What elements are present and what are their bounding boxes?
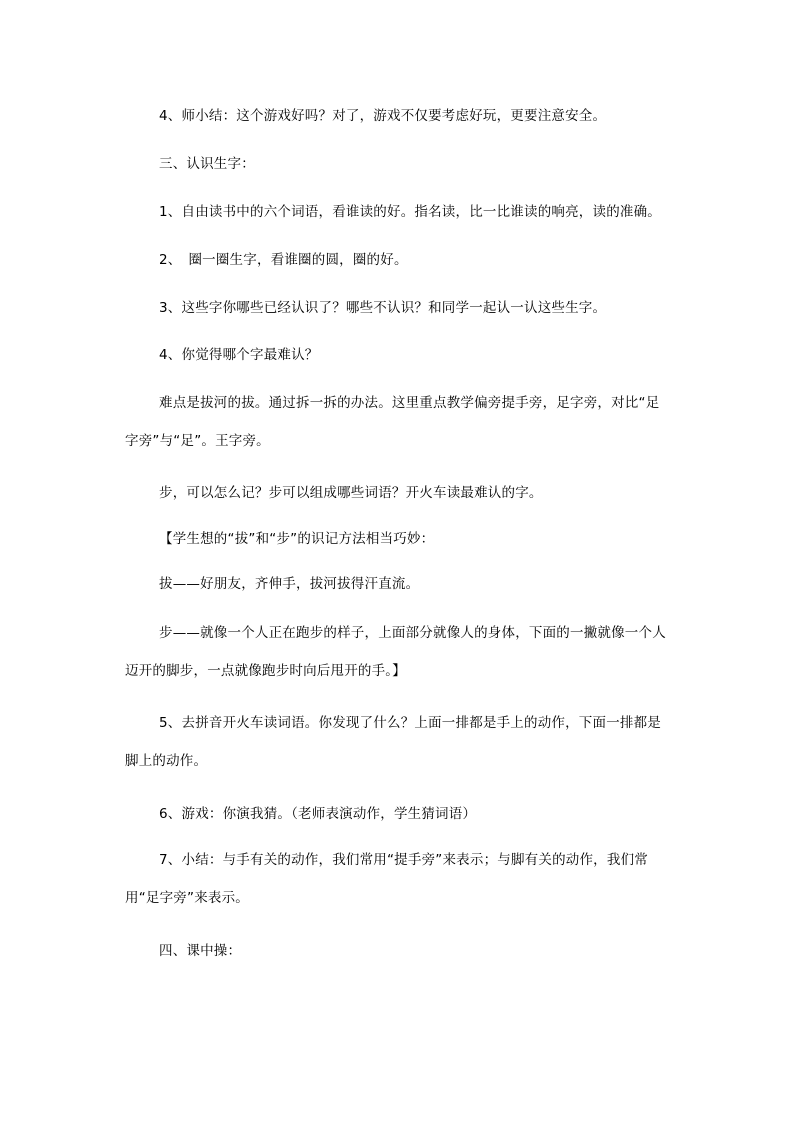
paragraph-bu-memory: 步，可以怎么记？步可以组成哪些词语？开火车读最难认的字。 (159, 485, 543, 501)
section-heading-learn-characters: 三、认识生字： (159, 156, 255, 172)
paragraph-step-2: 2、 圈一圈生字，看谁圈的圆，圈的好。 (159, 252, 408, 268)
paragraph-step-5: 5、去拼音开火车读词语。你发现了什么？上面一排都是手上的动作，下面一排都是脚上的动作。 (125, 715, 661, 769)
paragraph-step-1: 1、自由读书中的六个词语，看谁读的好。指名读，比一比谁读的响亮，读的准确。 (159, 204, 661, 220)
paragraph-step-4: 4、你觉得哪个字最难认？ (159, 347, 319, 363)
paragraph-ba-rhyme: 拔——好朋友，齐伸手，拔河拔得汗直流。 (159, 576, 420, 592)
paragraph-difficulty: 难点是拔河的拔。通过拆一拆的办法。这里重点教学偏旁提手旁，足字旁，对比“足字旁”与“足”。王字旁。 (125, 395, 660, 449)
paragraph-teacher-summary: 4、师小结：这个游戏好吗？对了，游戏不仅要考虑好玩，更要注意安全。 (159, 108, 607, 124)
paragraph-step-6: 6、游戏：你演我猜。（老师表演动作，学生猜词语） (159, 806, 477, 822)
paragraph-bu-explanation: 步——就像一个人正在跑步的样子，上面部分就像人的身体，下面的一撇就像一个人迈开的脚步，一点就像跑步时向后甩开的手。】 (125, 625, 666, 679)
paragraph-step-7: 7、小结：与手有关的动作，我们常用“提手旁”来表示；与脚有关的动作，我们常用“足字旁”来表示。 (125, 852, 648, 906)
section-heading-exercise: 四、课中操： (159, 943, 242, 959)
paragraph-student-methods: 【学生想的“拔”和“步”的识记方法相当巧妙： (159, 531, 435, 547)
paragraph-step-3: 3、这些字你哪些已经认识了？哪些不认识？和同学一起认一认这些生字。 (159, 300, 607, 316)
